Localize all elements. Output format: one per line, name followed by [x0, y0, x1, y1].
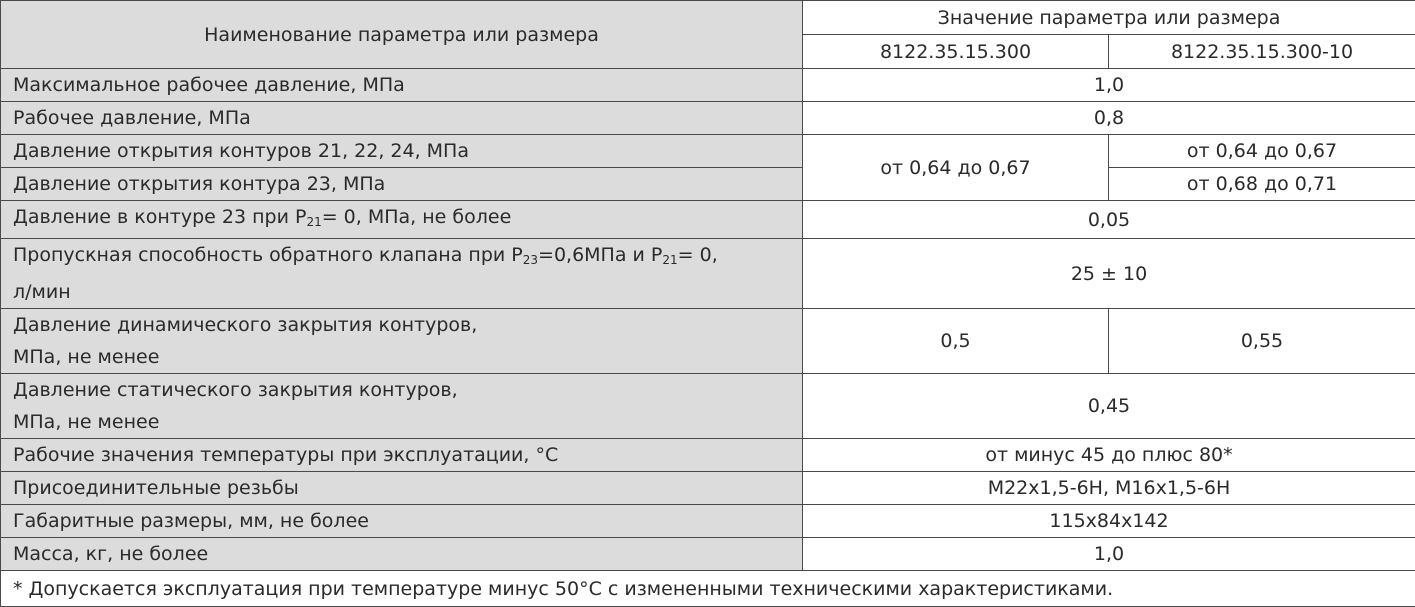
pressure-23-text-b: = 0, МПа, не более [322, 206, 512, 228]
row-label-max-pressure: Максимальное рабочее давление, МПа [1, 69, 803, 102]
row-value-temperature: от минус 45 до плюс 80* [803, 439, 1415, 472]
row-label-dimensions: Габаритные размеры, мм, не более [1, 505, 803, 538]
row-label-dynamic-close [1, 309, 803, 374]
throughput-sub-2: 21 [662, 253, 677, 267]
row-label-open-21-22-24: Давление открытия контуров 21, 22, 24, МПа [1, 135, 803, 168]
row-label-mass: Масса, кг, не более [1, 538, 803, 571]
row-label-pressure-23 [1, 201, 803, 239]
throughput-text-a: Пропускная способность обратного клапана при P [13, 244, 523, 266]
row-label-throughput [1, 239, 803, 309]
pressure-23-text-a: Давление в контуре 23 при P [13, 206, 306, 228]
row-value-max-pressure: 1,0 [803, 69, 1415, 102]
row-value-dynamic-close-model-2: 0,55 [1109, 309, 1415, 374]
throughput-text-c: = 0, [678, 244, 718, 266]
table-footnote: * Допускается эксплуатация при температуре минус 50°С с измененными техническими характеристиками. [1, 571, 1415, 607]
row-label-static-close [1, 374, 803, 439]
row-value-open-model-1: от 0,64 до 0,67 [803, 135, 1109, 201]
header-value-group: Значение параметра или размера [803, 1, 1415, 35]
row-value-open-23-model-2: от 0,68 до 0,71 [1109, 168, 1415, 201]
row-value-threads: М22х1,5-6Н, М16х1,5-6Н [803, 472, 1415, 505]
dynamic-close-line1: Давление динамического закрытия контуров, [13, 314, 477, 336]
static-close-line2: МПа, не менее [13, 411, 159, 433]
row-value-dynamic-close-model-1: 0,5 [803, 309, 1109, 374]
row-value-dimensions: 115х84х142 [803, 505, 1415, 538]
pressure-23-subscript: 21 [306, 215, 321, 229]
row-value-mass: 1,0 [803, 538, 1415, 571]
row-label-open-23: Давление открытия контура 23, МПа [1, 168, 803, 201]
row-label-temperature: Рабочие значения температуры при эксплуатации, °С [1, 439, 803, 472]
header-model-2: 8122.35.15.300-10 [1109, 35, 1415, 69]
row-value-work-pressure: 0,8 [803, 102, 1415, 135]
throughput-text-b: =0,6МПа и P [538, 244, 662, 266]
row-value-static-close: 0,45 [803, 374, 1415, 439]
row-value-open-21-22-24-model-2: от 0,64 до 0,67 [1109, 135, 1415, 168]
header-model-1: 8122.35.15.300 [803, 35, 1109, 69]
row-label-work-pressure: Рабочее давление, МПа [1, 102, 803, 135]
header-param-name: Наименование параметра или размера [1, 1, 803, 69]
row-label-threads: Присоединительные резьбы [1, 472, 803, 505]
row-value-throughput: 25 ± 10 [803, 239, 1415, 309]
throughput-sub-1: 23 [523, 253, 538, 267]
row-value-pressure-23: 0,05 [803, 201, 1415, 239]
static-close-line1: Давление статического закрытия контуров, [13, 379, 458, 401]
throughput-text-line2: л/мин [13, 281, 71, 303]
dynamic-close-line2: МПа, не менее [13, 346, 159, 368]
